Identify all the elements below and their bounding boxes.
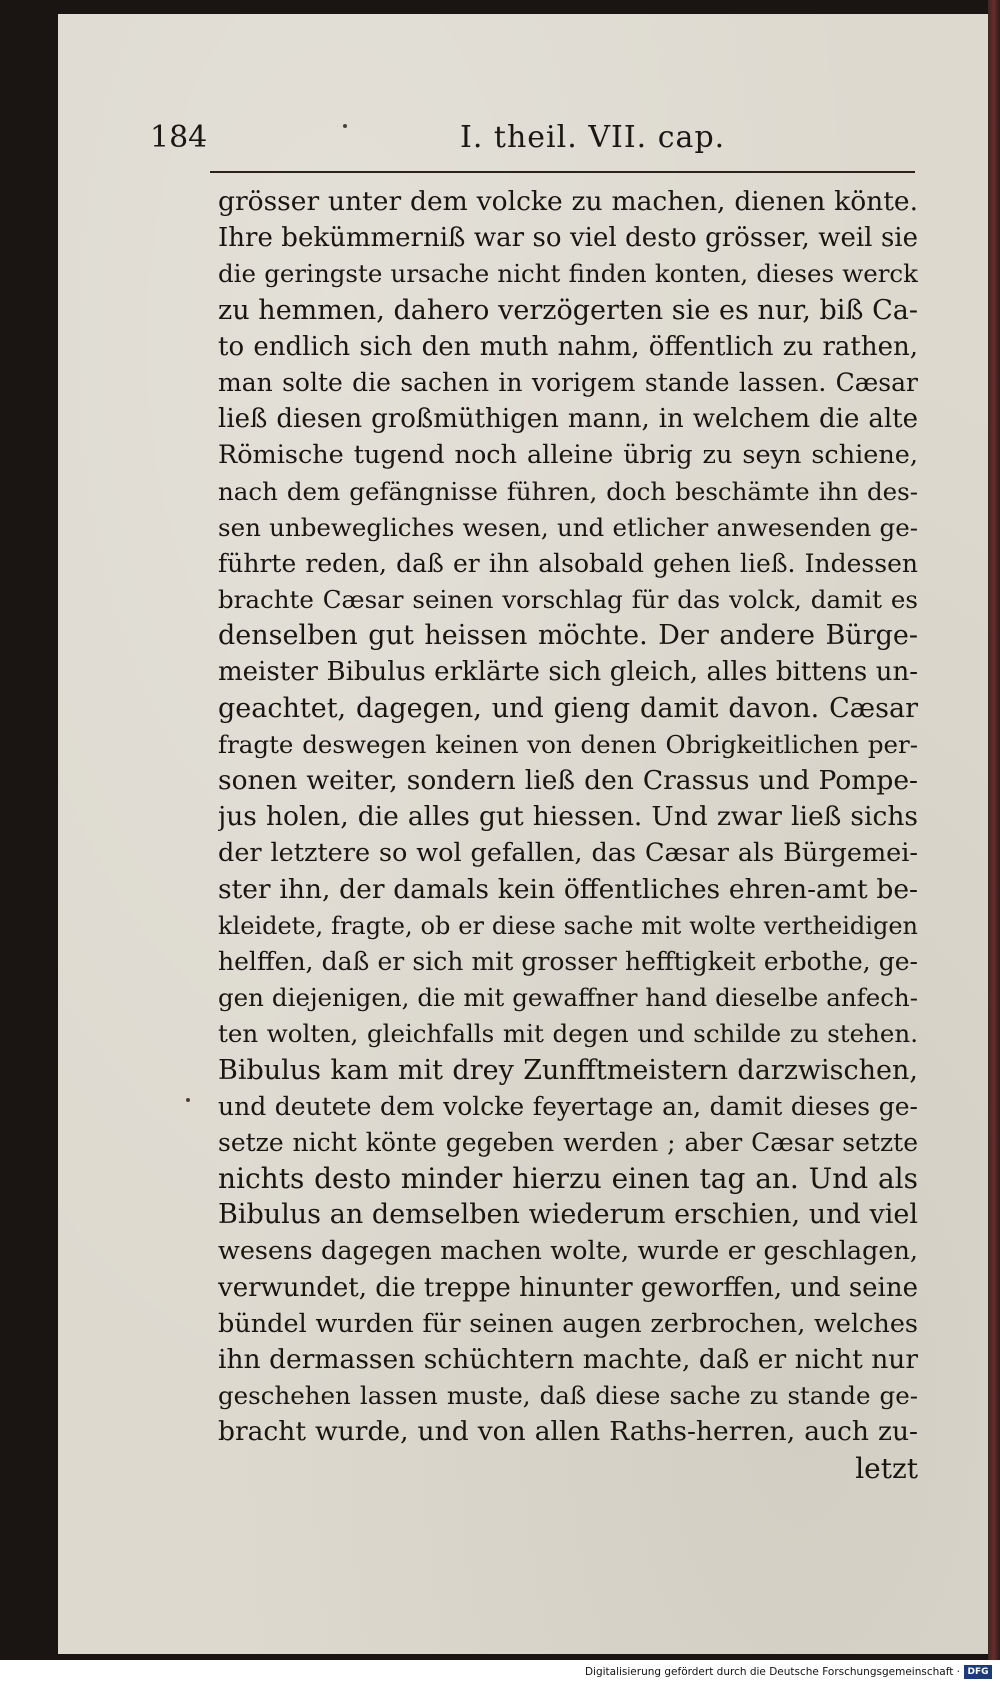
text-line: man solte die sachen in vorigem stande lassen. Cæsar bbox=[218, 367, 918, 397]
text-line: sen unbewegliches wesen, und etlicher anwesenden ge- bbox=[218, 512, 918, 542]
text-line: helffen, daß er sich mit grosser hefftigkeit erbothe, ge- bbox=[218, 946, 918, 976]
text-line: wesens dagegen machen wolte, wurde er geschlagen, bbox=[218, 1236, 918, 1267]
funding-credit: Digitalisierung gefördert durch die Deutsche Forschungsgemeinschaft · bbox=[584, 1666, 960, 1678]
text-line: grösser unter dem volcke zu machen, dienen könte. bbox=[218, 186, 918, 217]
text-line: brachte Cæsar seinen vorschlag für das volck, damit es bbox=[218, 585, 918, 615]
header-rule bbox=[210, 171, 915, 173]
text-line: denselben gut heissen möchte. Der andere Bürge- bbox=[218, 620, 918, 652]
page-edge bbox=[988, 0, 1000, 1660]
text-line: ihn dermassen schüchtern machte, daß er nicht nur bbox=[218, 1344, 918, 1375]
text-line: sonen weiter, sondern ließ den Crassus und Pompe- bbox=[218, 765, 918, 796]
body-text bbox=[218, 184, 918, 1487]
text-line: ließ diesen großmüthigen mann, in welchem die alte bbox=[218, 404, 918, 435]
margin-dot bbox=[343, 124, 347, 128]
catchword: letzt bbox=[855, 1451, 918, 1485]
text-line: setze nicht könte gegeben werden ; aber Cæsar setzte bbox=[218, 1127, 918, 1157]
text-line: Römische tugend noch alleine übrig zu seyn schiene, bbox=[218, 440, 918, 471]
text-line: nach dem gefängnisse führen, doch beschämte ihn des- bbox=[218, 476, 918, 506]
page-number: 184 bbox=[150, 120, 208, 155]
text-line: nichts desto minder hierzu einen tag an. Und als bbox=[218, 1162, 918, 1196]
running-title: I. theil. VII. cap. bbox=[460, 120, 726, 155]
text-line: bündel wurden für seinen augen zerbrochen, welches bbox=[218, 1308, 918, 1339]
text-line: verwundet, die treppe hinunter geworffen, und seine bbox=[218, 1272, 918, 1303]
page-header bbox=[150, 120, 910, 170]
text-line: kleidete, fragte, ob er diese sache mit wolte vertheidigen bbox=[218, 911, 918, 940]
text-line: ten wolten, gleichfalls mit degen und schilde zu stehen. bbox=[218, 1019, 918, 1049]
text-line: die geringste ursache nicht finden konten, dieses werck bbox=[218, 259, 918, 289]
text-line: meister Bibulus erklärte sich gleich, alles bittens un- bbox=[218, 657, 918, 688]
text-line: der letztere so wol gefallen, das Cæsar als Bürgemei- bbox=[218, 838, 918, 869]
text-line: geachtet, dagegen, und gieng damit davon. Cæsar bbox=[218, 692, 918, 724]
text-line: Ihre bekümmerniß war so viel desto grösser, weil sie bbox=[218, 223, 918, 254]
text-line: fragte deswegen keinen von denen Obrigkeitlichen per- bbox=[218, 729, 918, 759]
footer-bar bbox=[0, 1660, 1000, 1687]
text-line: und deutete dem volcke feyertage an, damit dieses ge- bbox=[218, 1091, 918, 1121]
text-line: gen diejenigen, die mit gewaffner hand dieselbe anfech- bbox=[218, 983, 918, 1013]
text-line: zu hemmen, dahero verzögerten sie es nur, biß Ca- bbox=[218, 294, 918, 326]
text-line: Bibulus an demselben wiederum erschien, und viel bbox=[218, 1199, 918, 1231]
text-line: bracht wurde, und von allen Raths-herren, auch zu- bbox=[218, 1416, 918, 1448]
text-line: to endlich sich den muth nahm, öffentlich zu rathen, bbox=[218, 331, 918, 362]
text-line: jus holen, die alles gut hiessen. Und zwar ließ sichs bbox=[218, 801, 918, 833]
text-line: Bibulus kam mit drey Zunfftmeistern darzwischen, bbox=[218, 1054, 918, 1086]
text-line: geschehen lassen muste, daß diese sache zu stande ge- bbox=[218, 1381, 918, 1411]
dfg-logo: DFG bbox=[964, 1665, 992, 1679]
margin-dot bbox=[186, 1098, 190, 1102]
text-line: ster ihn, der damals kein öffentliches ehren-amt be- bbox=[218, 873, 918, 905]
text-line: führte reden, daß er ihn alsobald gehen ließ. Indessen bbox=[218, 548, 918, 578]
